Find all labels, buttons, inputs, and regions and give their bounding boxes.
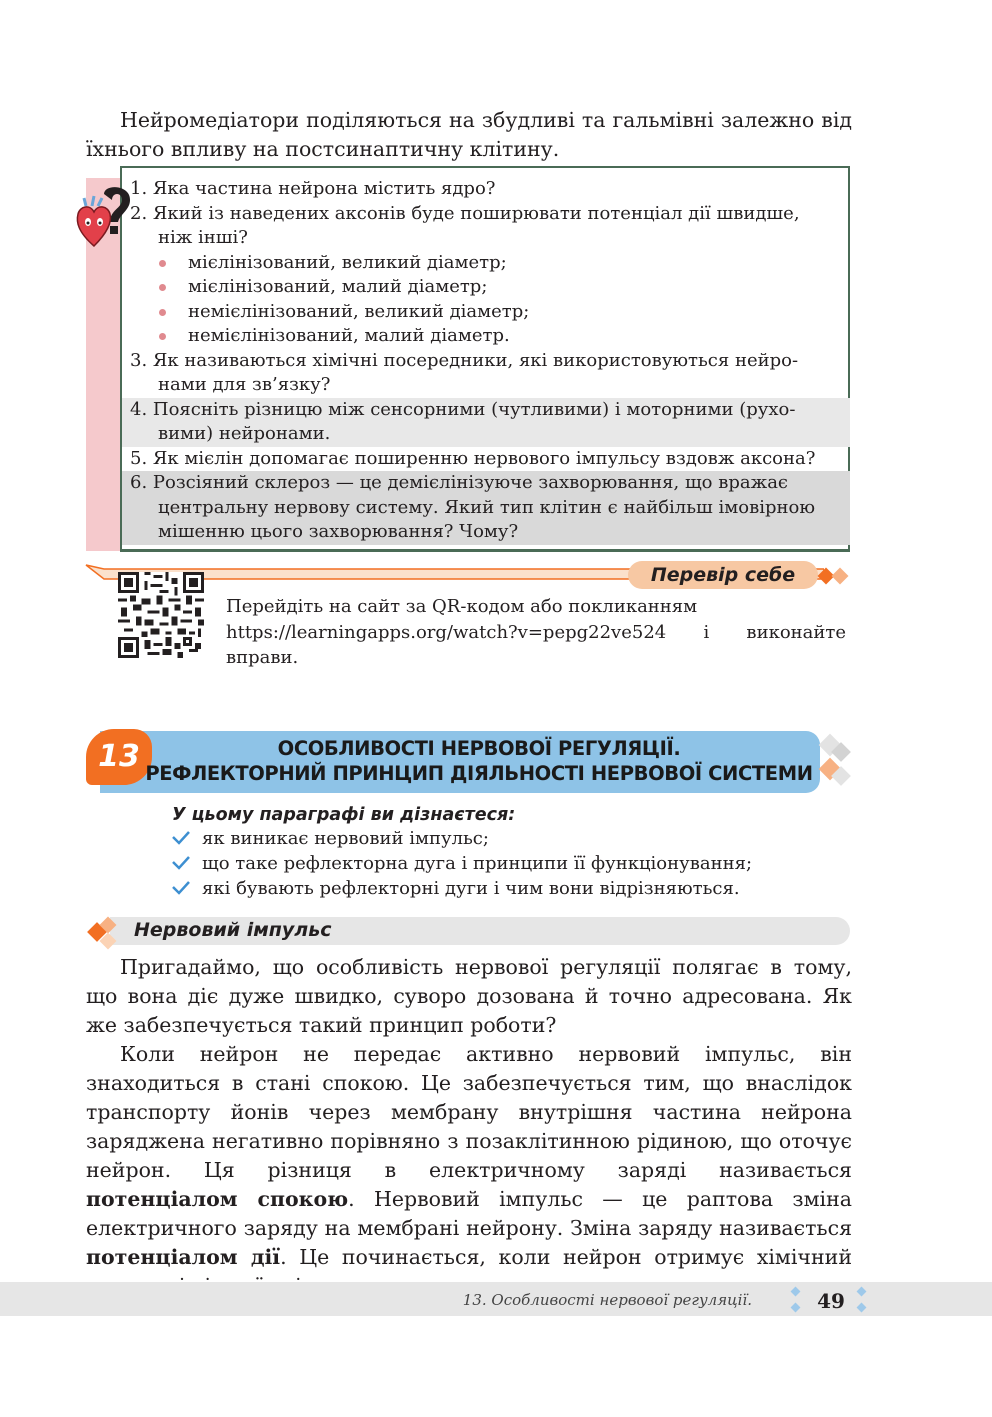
checkmark-icon: [172, 856, 190, 870]
term-resting-potential: потенціалом спокою: [86, 1187, 349, 1211]
learn-item: які бувають рефлекторні дуги і чим вони відрізняються.: [172, 876, 832, 901]
question-2: 2. Який із наведених аксонів буде поширювати потенціал дії швидше, ніж інші? мієлінізований, великий діаметр; мієлінізований, малий діаметр; немієлінізований, великий діаметр; немієлінізований, малий діаметр.: [130, 202, 844, 349]
option-item: немієлінізований, малий діаметр.: [130, 324, 844, 349]
check-instructions: Перейдіть на сайт за QR-кодом або покликанням https://learningapps.org/watch?v=pepg22ve524 і виконайте вправи.: [226, 596, 846, 668]
question-6: 6. Розсіяний склероз — це демієлінізуюче захворювання, що вражає центральну нервову систему. Який тип клітин є найбільш імовірною мішенню цього захворювання? Чому?: [122, 471, 850, 545]
intro-paragraph: [86, 106, 852, 164]
question-5: 5. Як мієлін допомагає поширенню нервового імпульсу вздовж аксона?: [130, 447, 816, 469]
learn-item: що таке рефлекторна дуга і принципи її функціонування;: [172, 851, 832, 876]
qr-code: [118, 572, 204, 658]
diamond-decor-icon: [816, 562, 852, 592]
diamond-decor-icon: [84, 915, 128, 951]
checkmark-icon: [172, 831, 190, 845]
running-title: 13. Особливості нервової регуляції.: [462, 1291, 752, 1309]
check-link[interactable]: https://learningapps.org/watch?v=pepg22ve524 і виконайте: [226, 621, 846, 643]
intro-text: Нейромедіатори поділяються на збудливі та гальмівні залежно від їхнього впливу на постсинаптичну клітину.: [86, 108, 852, 161]
diamond-decor-icon: [812, 731, 858, 795]
question-3: 3. Як називаються хімічні посередники, які використовуються нейро- нами для зв’язку?: [130, 349, 799, 395]
question-1: 1. Яка частина нейрона містить ядро?: [130, 178, 496, 199]
body-paragraph: Коли нейрон не передає активно нервовий імпульс, він знаходиться в стані спокою. Це забезпечується тим, що внаслідок транспорту йонів через мембрану внутрішня частина нейрона заряджена негативно порівняно з позаклітинною рідиною, що оточує нейрон. Ця різниця в електричному заряді називається потенціалом спокою. Нервовий імпульс — це раптова зміна електричного заряду на мембрані нейрону. Зміна заряду називається потенціалом дії. Це починається, коли нейрон отримує хімічний: [86, 1042, 853, 1269]
body-paragraph: Пригадаймо, що особливість нервової регуляції полягає в тому, що вона діє дуже швидко, суворо дозована й точно адресована. Як же забезпечується такий принцип роботи?: [86, 955, 852, 1037]
option-item: мієлінізований, великий діаметр;: [130, 251, 844, 276]
question-4: 4. Поясніть різницю між сенсорними (чутливими) і моторними (рухо- вими) нейронами.: [122, 398, 850, 447]
term-action-potential: потенціалом дії: [86, 1245, 281, 1269]
page-number: 49: [817, 1289, 845, 1313]
learn-item: як виникає нервовий імпульс;: [172, 826, 832, 851]
learn-list: [172, 826, 832, 901]
section-number-badge: 13: [86, 729, 152, 785]
body-text: [86, 953, 852, 1301]
learn-heading: У цьому параграфі ви дізнаєтеся:: [172, 805, 516, 825]
check-yourself-badge: Перевір себе: [628, 561, 818, 589]
section-title: ОСОБЛИВОСТІ НЕРВОВОЇ РЕГУЛЯЦІЇ. РЕФЛЕКТОРНИЙ ПРИНЦИП ДІЯЛЬНОСТІ НЕРВОВОЇ СИСТЕМИ: [145, 737, 813, 785]
question-heart-icon: [74, 186, 132, 248]
option-item: немієлінізований, великий діаметр;: [130, 300, 844, 325]
questions-list: [130, 177, 844, 545]
checkmark-icon: [172, 881, 190, 895]
subsection-title: Нервовий імпульс: [134, 919, 332, 941]
option-item: мієлінізований, малий діаметр;: [130, 275, 844, 300]
